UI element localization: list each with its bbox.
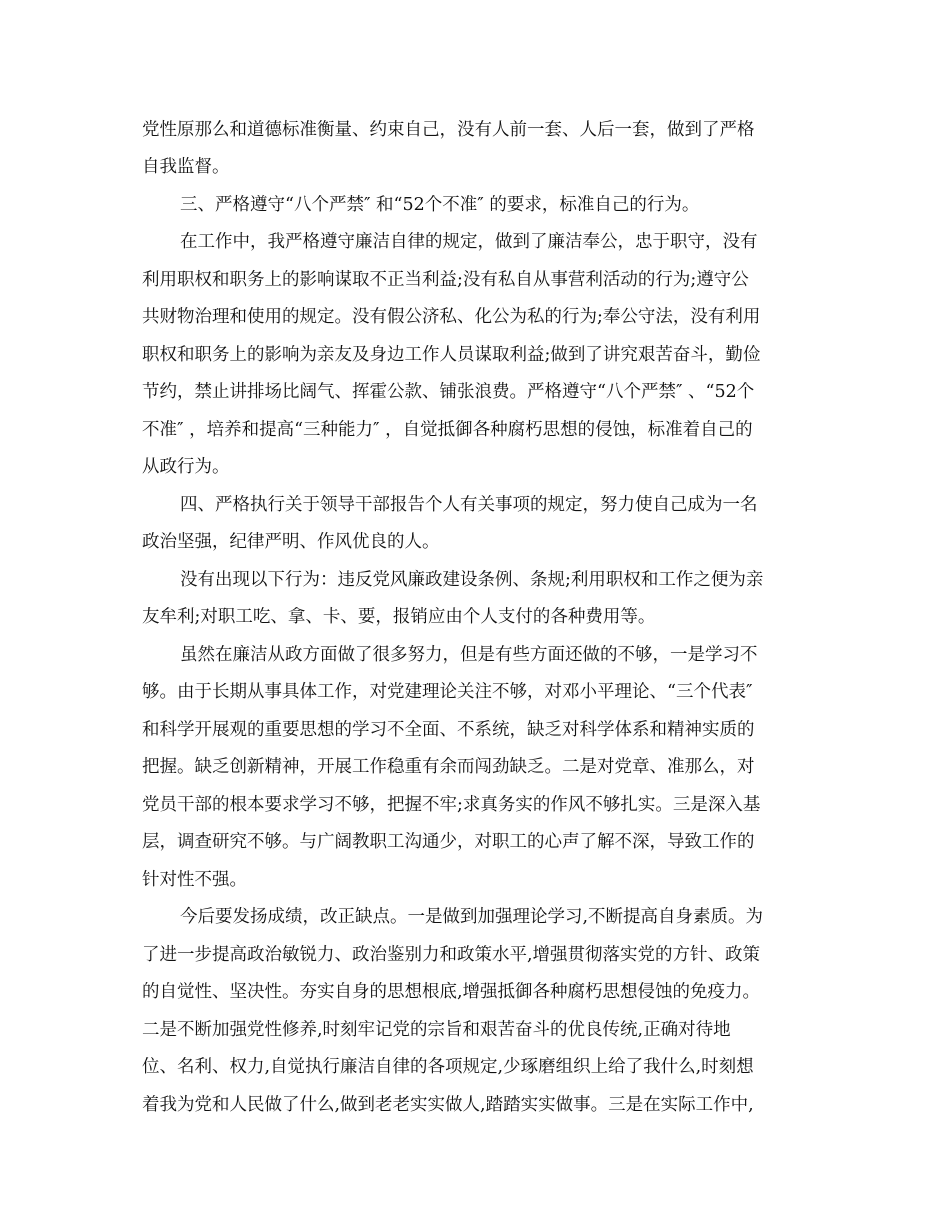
text-line-6: 共财物治理和使用的规定。没有假公济私、化公为私的行为;奉公守法，没有利用 [142,307,761,327]
text-line-17: 和科学开展观的重要思想的学习不全面、不系统，缺乏对科学体系和精神实质的 [142,720,755,740]
text-line-21: 针对性不强。 [142,870,247,890]
text-line-18: 把握。缺乏创新精神，开展工作稳重有余而闯劲缺乏。二是对党章、准那么，对 [142,757,755,777]
text-line-20: 层，调查研究不够。与广阔教职工沟通少，对职工的心声了解不深，导致工作的 [142,832,755,852]
text-line-5: 利用职权和职务上的影响谋取不正当利益;没有私自从事营利活动的行为;遵守公 [142,270,749,290]
text-line-27: 着我为党和人民做了什么,做到老老实实做人,踏踏实实做事。三是在实际工作中, [142,1095,754,1115]
text-line-26: 位、名利、权力,自觉执行廉洁自律的各项规定,少琢磨组织上给了我什么,时刻想 [142,1057,754,1077]
text-line-4: 在工作中，我严格遵守廉洁自律的规定，做到了廉洁奉公，忠于职守，没有 [180,232,758,252]
text-line-24: 的自觉性、坚决性。夯实自身的思想根底,增强抵御各种腐朽思想侵蚀的免疫力。 [142,982,761,1002]
text-line-19: 党员干部的根本要求学习不够，把握不牢;求真务实的作风不够扎实。三是深入基 [142,795,761,815]
text-line-12: 政治坚强，纪律严明、作风优良的人。 [142,532,440,552]
text-line-10: 从政行为。 [142,457,230,477]
text-line-25: 二是不断加强党性修养,时刻牢记党的宗旨和艰苦奋斗的优良传统,正确对待地 [142,1020,731,1040]
text-line-13: 没有出现以下行为：违反党风廉政建设条例、条规;利用职权和工作之便为亲 [180,570,764,590]
text-line-22: 今后要发扬成绩，改正缺点。一是做到加强理论学习,不断提高自身素质。为 [180,907,764,927]
text-line-14: 友牟利;对职工吃、拿、卡、要，报销应由个人支付的各种费用等。 [142,607,656,627]
section-heading-4: 四、严格执行关于领导干部报告个人有关事项的规定，努力使自己成为一名 [180,495,758,515]
text-line-15: 虽然在廉洁从政方面做了很多努力，但是有些方面还做的不够，一是学习不 [180,645,758,665]
text-line-16: 够。由于长期从事具体工作，对党建理论关注不够，对邓小平理论、“三个代表″ [142,682,753,702]
text-line-7: 职权和职务上的影响为亲友及身边工作人员谋取利益;做到了讲究艰苦奋斗，勤俭 [142,345,761,365]
text-line-9: 不准″ ，培养和提高“三种能力″ ，自觉抵御各种腐朽思想的侵蚀，标准着自己的 [142,420,753,440]
text-line-8: 节约，禁止讲排场比阔气、挥霍公款、铺张浪费。严格遵守“八个严禁″ 、“52个 [142,382,755,402]
text-line-23: 了进一步提高政治敏锐力、政治鉴别力和政策水平,增强贯彻落实党的方针、政策 [142,945,761,965]
text-line-1: 党性原那么和道德标准衡量、约束自己，没有人前一套、人后一套，做到了严格 [142,120,755,140]
section-heading-3: 三、严格遵守“八个严禁″ 和“52个不准″ 的要求，标准自己的行为。 [180,195,700,215]
text-line-2: 自我监督。 [142,157,230,177]
